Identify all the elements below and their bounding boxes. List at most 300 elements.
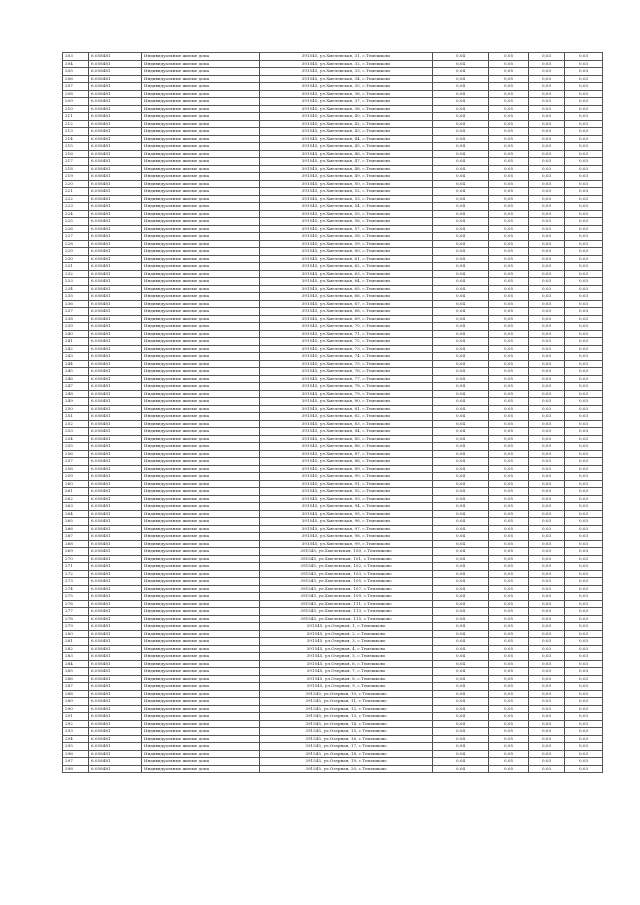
table-row [63,330,603,338]
value-1-cell: 0,04 [433,503,489,511]
code-cell: 6.058481 [89,68,142,76]
value-4-cell: 0,03 [565,270,603,278]
value-2-cell: 0,05 [489,735,529,743]
row-number-cell: 224 [63,210,89,218]
row-number-cell: 272 [63,570,89,578]
value-3-cell: 0,03 [529,383,565,391]
building-type-cell: Индивидуальные жилые дома [142,480,260,488]
value-4-cell: 0,03 [565,195,603,203]
table-row [63,473,603,481]
building-type-cell: Индивидуальные жилые дома [142,383,260,391]
table-row [63,278,603,286]
row-number-cell: 225 [63,218,89,226]
value-4-cell: 0,03 [565,758,603,766]
value-3-cell: 0,03 [529,683,565,691]
value-1-cell: 0,04 [433,623,489,631]
value-2-cell: 0,05 [489,143,529,151]
table-row [63,713,603,721]
address-cell: 391545, ул.Хмелевская, 70, с.Темешково [260,323,433,331]
value-1-cell: 0,04 [433,518,489,526]
value-1-cell: 0,04 [433,578,489,586]
code-cell: 6.058481 [89,555,142,563]
address-cell: 391545, ул.Озерная, 14, с.Темешково [260,720,433,728]
value-4-cell: 0,03 [565,585,603,593]
table-row [63,758,603,766]
building-type-cell: Индивидуальные жилые дома [142,548,260,556]
value-2-cell: 0,05 [489,315,529,323]
value-4-cell: 0,03 [565,540,603,548]
table-row [63,653,603,661]
value-1-cell: 0,04 [433,420,489,428]
address-cell: 391545, ул.Хмелевская, 54, с.Темешково [260,203,433,211]
data-table [62,52,603,773]
address-cell: 391545, ул.Хмелевская, 100, с.Темешково [260,548,433,556]
value-3-cell: 0,03 [529,338,565,346]
value-3-cell: 0,03 [529,675,565,683]
value-2-cell: 0,05 [489,188,529,196]
value-3-cell: 0,03 [529,150,565,158]
address-cell: 391545, ул.Хмелевская, 80, с.Темешково [260,398,433,406]
table-row [63,150,603,158]
value-3-cell: 0,03 [529,68,565,76]
row-number-cell: 232 [63,270,89,278]
value-2-cell: 0,05 [489,323,529,331]
value-2-cell: 0,05 [489,113,529,121]
value-2-cell: 0,05 [489,465,529,473]
building-type-cell: Индивидуальные жилые дома [142,90,260,98]
table-row [63,240,603,248]
address-cell: 391545, ул.Хмелевская, 31, с.Темешково [260,53,433,61]
table-row [63,615,603,623]
code-cell: 6.058481 [89,255,142,263]
value-3-cell: 0,03 [529,578,565,586]
value-1-cell: 0,04 [433,248,489,256]
table-row [63,570,603,578]
row-number-cell: 230 [63,255,89,263]
value-4-cell: 0,03 [565,428,603,436]
value-3-cell: 0,03 [529,480,565,488]
value-1-cell: 0,04 [433,533,489,541]
table-row [63,600,603,608]
row-number-cell: 220 [63,180,89,188]
value-3-cell: 0,03 [529,353,565,361]
address-cell: 391545, ул.Хмелевская, 91, с.Темешково [260,480,433,488]
value-1-cell: 0,04 [433,158,489,166]
code-cell: 6.058481 [89,735,142,743]
row-number-cell: 211 [63,113,89,121]
value-3-cell: 0,03 [529,405,565,413]
value-4-cell: 0,03 [565,240,603,248]
row-number-cell: 263 [63,503,89,511]
table-row [63,375,603,383]
row-number-cell: 261 [63,488,89,496]
table-row [63,165,603,173]
value-3-cell: 0,03 [529,375,565,383]
value-3-cell: 0,03 [529,225,565,233]
row-number-cell: 291 [63,713,89,721]
value-2-cell: 0,05 [489,668,529,676]
code-cell: 6.058481 [89,383,142,391]
value-2-cell: 0,05 [489,540,529,548]
value-1-cell: 0,04 [433,218,489,226]
code-cell: 6.058481 [89,480,142,488]
code-cell: 6.058481 [89,435,142,443]
code-cell: 6.058481 [89,495,142,503]
value-1-cell: 0,04 [433,563,489,571]
value-4-cell: 0,03 [565,120,603,128]
building-type-cell: Индивидуальные жилые дома [142,278,260,286]
code-cell: 6.058481 [89,420,142,428]
table-row [63,705,603,713]
table-row [63,555,603,563]
value-2-cell: 0,05 [489,203,529,211]
address-cell: 391545, ул.Хмелевская, 47, с.Темешково [260,158,433,166]
row-number-cell: 280 [63,630,89,638]
row-number-cell: 252 [63,420,89,428]
table-row [63,638,603,646]
value-3-cell: 0,03 [529,735,565,743]
value-4-cell: 0,03 [565,315,603,323]
code-cell: 6.058481 [89,53,142,61]
code-cell: 6.058481 [89,750,142,758]
value-3-cell: 0,03 [529,450,565,458]
table-row [63,225,603,233]
building-type-cell: Индивидуальные жилые дома [142,300,260,308]
row-number-cell: 216 [63,150,89,158]
value-4-cell: 0,03 [565,480,603,488]
value-3-cell: 0,03 [529,83,565,91]
table-row [63,563,603,571]
value-2-cell: 0,05 [489,728,529,736]
value-1-cell: 0,04 [433,638,489,646]
value-2-cell: 0,05 [489,240,529,248]
building-type-cell: Индивидуальные жилые дома [142,458,260,466]
value-1-cell: 0,04 [433,233,489,241]
value-3-cell: 0,03 [529,645,565,653]
value-3-cell: 0,03 [529,615,565,623]
code-cell: 6.058481 [89,660,142,668]
building-type-cell: Индивидуальные жилые дома [142,158,260,166]
table-row [63,120,603,128]
building-type-cell: Индивидуальные жилые дома [142,660,260,668]
building-type-cell: Индивидуальные жилые дома [142,120,260,128]
address-cell: 391545, ул.Хмелевская, 43, с.Темешково [260,128,433,136]
value-1-cell: 0,04 [433,510,489,518]
value-2-cell: 0,05 [489,405,529,413]
row-number-cell: 208 [63,90,89,98]
value-1-cell: 0,04 [433,143,489,151]
value-1-cell: 0,04 [433,645,489,653]
value-2-cell: 0,05 [489,488,529,496]
value-3-cell: 0,03 [529,465,565,473]
address-cell: 391545, ул.Озерная, 1, с.Темешково [260,623,433,631]
value-2-cell: 0,05 [489,660,529,668]
value-3-cell: 0,03 [529,308,565,316]
value-2-cell: 0,05 [489,705,529,713]
code-cell: 6.058481 [89,120,142,128]
building-type-cell: Индивидуальные жилые дома [142,578,260,586]
value-4-cell: 0,03 [565,233,603,241]
building-type-cell: Индивидуальные жилые дома [142,510,260,518]
building-type-cell: Индивидуальные жилые дома [142,563,260,571]
value-4-cell: 0,03 [565,383,603,391]
value-4-cell: 0,03 [565,128,603,136]
value-4-cell: 0,03 [565,488,603,496]
value-3-cell: 0,03 [529,728,565,736]
building-type-cell: Индивидуальные жилые дома [142,240,260,248]
building-type-cell: Индивидуальные жилые дома [142,308,260,316]
value-4-cell: 0,03 [565,450,603,458]
value-4-cell: 0,03 [565,308,603,316]
building-type-cell: Индивидуальные жилые дома [142,533,260,541]
code-cell: 6.058481 [89,398,142,406]
value-1-cell: 0,04 [433,345,489,353]
value-1-cell: 0,04 [433,53,489,61]
address-cell: 391545, ул.Хмелевская, 60, с.Темешково [260,248,433,256]
row-number-cell: 266 [63,525,89,533]
value-4-cell: 0,03 [565,623,603,631]
value-4-cell: 0,03 [565,368,603,376]
value-2-cell: 0,05 [489,368,529,376]
value-4-cell: 0,03 [565,323,603,331]
code-cell: 6.058481 [89,405,142,413]
value-3-cell: 0,03 [529,488,565,496]
address-cell: 391545, ул.Хмелевская, 97, с.Темешково [260,525,433,533]
value-1-cell: 0,04 [433,705,489,713]
value-2-cell: 0,05 [489,53,529,61]
value-2-cell: 0,05 [489,413,529,421]
value-2-cell: 0,05 [489,653,529,661]
value-2-cell: 0,05 [489,90,529,98]
code-cell: 6.058481 [89,623,142,631]
value-1-cell: 0,04 [433,300,489,308]
value-4-cell: 0,03 [565,675,603,683]
value-2-cell: 0,05 [489,443,529,451]
table-row [63,83,603,91]
value-4-cell: 0,03 [565,735,603,743]
value-2-cell: 0,05 [489,683,529,691]
table-body [63,53,603,773]
value-3-cell: 0,03 [529,750,565,758]
value-4-cell: 0,03 [565,225,603,233]
code-cell: 6.058481 [89,195,142,203]
value-1-cell: 0,04 [433,495,489,503]
address-cell: 391545, ул.Хмелевская, 56, с.Темешково [260,218,433,226]
value-3-cell: 0,03 [529,765,565,773]
building-type-cell: Индивидуальные жилые дома [142,345,260,353]
code-cell: 6.058481 [89,345,142,353]
value-4-cell: 0,03 [565,660,603,668]
row-number-cell: 234 [63,285,89,293]
code-cell: 6.058481 [89,75,142,83]
value-3-cell: 0,03 [529,203,565,211]
building-type-cell: Индивидуальные жилые дома [142,645,260,653]
value-2-cell: 0,05 [489,570,529,578]
table-row [63,698,603,706]
building-type-cell: Индивидуальные жилые дома [142,53,260,61]
value-3-cell: 0,03 [529,608,565,616]
value-4-cell: 0,03 [565,338,603,346]
row-number-cell: 249 [63,398,89,406]
value-4-cell: 0,03 [565,180,603,188]
value-1-cell: 0,04 [433,308,489,316]
value-3-cell: 0,03 [529,503,565,511]
building-type-cell: Индивидуальные жилые дома [142,150,260,158]
row-number-cell: 240 [63,330,89,338]
building-type-cell: Индивидуальные жилые дома [142,690,260,698]
building-type-cell: Индивидуальные жилые дома [142,765,260,773]
row-number-cell: 292 [63,720,89,728]
row-number-cell: 278 [63,615,89,623]
value-4-cell: 0,03 [565,300,603,308]
row-number-cell: 215 [63,143,89,151]
value-1-cell: 0,04 [433,293,489,301]
value-1-cell: 0,04 [433,750,489,758]
row-number-cell: 217 [63,158,89,166]
code-cell: 6.058481 [89,158,142,166]
building-type-cell: Индивидуальные жилые дома [142,585,260,593]
row-number-cell: 286 [63,675,89,683]
code-cell: 6.058481 [89,188,142,196]
building-type-cell: Индивидуальные жилые дома [142,555,260,563]
address-cell: 391545, ул.Хмелевская, 52, с.Темешково [260,188,433,196]
value-1-cell: 0,04 [433,555,489,563]
code-cell: 6.058481 [89,608,142,616]
code-cell: 6.058481 [89,758,142,766]
address-cell: 391545, ул.Озерная, 4, с.Темешково [260,645,433,653]
value-2-cell: 0,05 [489,68,529,76]
value-2-cell: 0,05 [489,263,529,271]
table-row [63,405,603,413]
row-number-cell: 221 [63,188,89,196]
value-3-cell: 0,03 [529,563,565,571]
code-cell: 6.058481 [89,293,142,301]
value-1-cell: 0,04 [433,728,489,736]
building-type-cell: Индивидуальные жилые дома [142,398,260,406]
value-4-cell: 0,03 [565,105,603,113]
value-1-cell: 0,04 [433,713,489,721]
value-4-cell: 0,03 [565,458,603,466]
address-cell: 391545, ул.Озерная, 11, с.Темешково [260,698,433,706]
table-row [63,98,603,106]
row-number-cell: 296 [63,750,89,758]
table-row [63,135,603,143]
table-row [63,68,603,76]
value-4-cell: 0,03 [565,555,603,563]
building-type-cell: Индивидуальные жилые дома [142,705,260,713]
row-number-cell: 246 [63,375,89,383]
building-type-cell: Индивидуальные жилые дома [142,143,260,151]
value-4-cell: 0,03 [565,150,603,158]
value-2-cell: 0,05 [489,278,529,286]
value-4-cell: 0,03 [565,218,603,226]
value-4-cell: 0,03 [565,743,603,751]
row-number-cell: 223 [63,203,89,211]
address-cell: 391545, ул.Хмелевская, 65, с.Темешково [260,285,433,293]
code-cell: 6.058481 [89,263,142,271]
table-row [63,413,603,421]
value-1-cell: 0,04 [433,135,489,143]
value-3-cell: 0,03 [529,330,565,338]
building-type-cell: Индивидуальные жилые дома [142,188,260,196]
row-number-cell: 229 [63,248,89,256]
table-row [63,233,603,241]
value-1-cell: 0,04 [433,758,489,766]
value-4-cell: 0,03 [565,173,603,181]
building-type-cell: Индивидуальные жилые дома [142,638,260,646]
building-type-cell: Индивидуальные жилые дома [142,600,260,608]
table-row [63,608,603,616]
value-2-cell: 0,05 [489,330,529,338]
value-2-cell: 0,05 [489,135,529,143]
value-3-cell: 0,03 [529,473,565,481]
value-3-cell: 0,03 [529,360,565,368]
value-1-cell: 0,04 [433,675,489,683]
code-cell: 6.058481 [89,390,142,398]
value-2-cell: 0,05 [489,510,529,518]
table-row [63,510,603,518]
value-4-cell: 0,03 [565,158,603,166]
value-2-cell: 0,05 [489,233,529,241]
value-1-cell: 0,04 [433,210,489,218]
address-cell: 391545, ул.Хмелевская, 48, с.Темешково [260,165,433,173]
address-cell: 391545, ул.Хмелевская, 38, с.Темешково [260,105,433,113]
table-row [63,578,603,586]
address-cell: 391545, ул.Хмелевская, 49, с.Темешково [260,173,433,181]
code-cell: 6.058481 [89,533,142,541]
building-type-cell: Индивидуальные жилые дома [142,615,260,623]
value-1-cell: 0,04 [433,150,489,158]
code-cell: 6.058481 [89,645,142,653]
table-row [63,270,603,278]
value-2-cell: 0,05 [489,503,529,511]
building-type-cell: Индивидуальные жилые дома [142,413,260,421]
table-row [63,75,603,83]
row-number-cell: 259 [63,473,89,481]
value-4-cell: 0,03 [565,608,603,616]
value-3-cell: 0,03 [529,720,565,728]
table-row [63,593,603,601]
value-1-cell: 0,04 [433,473,489,481]
address-cell: 391545, ул.Хмелевская, 45, с.Темешково [260,143,433,151]
code-cell: 6.058481 [89,765,142,773]
table-row [63,720,603,728]
value-2-cell: 0,05 [489,690,529,698]
value-2-cell: 0,05 [489,593,529,601]
value-4-cell: 0,03 [565,503,603,511]
value-1-cell: 0,04 [433,525,489,533]
row-number-cell: 226 [63,225,89,233]
address-cell: 391545, ул.Хмелевская, 75, с.Темешково [260,360,433,368]
value-2-cell: 0,05 [489,495,529,503]
value-4-cell: 0,03 [565,90,603,98]
address-cell: 391545, ул.Хмелевская, 92, с.Темешково [260,488,433,496]
value-1-cell: 0,04 [433,660,489,668]
value-3-cell: 0,03 [529,668,565,676]
value-2-cell: 0,05 [489,600,529,608]
row-number-cell: 269 [63,548,89,556]
address-cell: 391545, ул.Хмелевская, 85, с.Темешково [260,435,433,443]
address-cell: 391545, ул.Хмелевская, 77, с.Темешково [260,375,433,383]
building-type-cell: Индивидуальные жилые дома [142,263,260,271]
value-3-cell: 0,03 [529,98,565,106]
address-cell: 391545, ул.Хмелевская, 58, с.Темешково [260,233,433,241]
address-cell: 391545, ул.Хмелевская, 115, с.Темешково [260,615,433,623]
address-cell: 391545, ул.Хмелевская, 35, с.Темешково [260,83,433,91]
address-cell: 391545, ул.Озерная, 2, с.Темешково [260,630,433,638]
table-row [63,195,603,203]
value-2-cell: 0,05 [489,375,529,383]
